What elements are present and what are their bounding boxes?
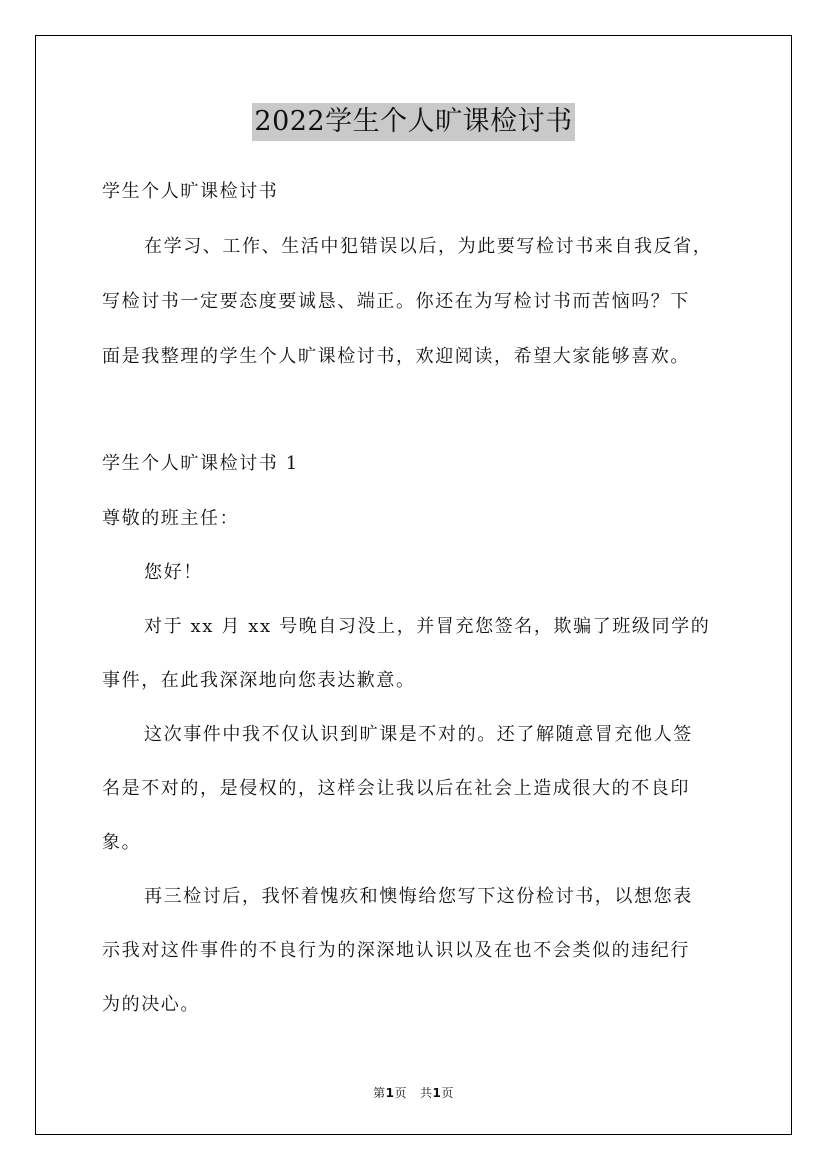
paragraph-3-line-1: 再三检讨后，我怀着愧疚和懊悔给您写下这份检讨书，以想您表 <box>144 886 693 907</box>
page-prefix: 第 <box>373 1086 386 1100</box>
intro-line-1: 在学习、工作、生活中犯错误以后，为此要写检讨书来自我反省， <box>144 236 713 257</box>
total-suffix: 页 <box>441 1086 454 1100</box>
paragraph-2-line-3: 象。 <box>102 832 142 853</box>
intro-line-3: 面是我整理的学生个人旷课检讨书，欢迎阅读，希望大家能够喜欢。 <box>102 346 690 367</box>
intro-line-2: 写检讨书一定要态度要诚恳、端正。你还在为写检讨书而苦恼吗？下 <box>102 291 690 312</box>
page-suffix: 页 <box>394 1086 408 1100</box>
page-current: 1 <box>385 1086 395 1100</box>
document-title-text: 2022学生个人旷课检讨书 <box>252 103 574 141</box>
page-total: 1 <box>432 1086 442 1100</box>
total-prefix: 共 <box>419 1086 433 1100</box>
paragraph-1-line-1: 对于 xx 月 xx 号晚自习没上，并冒充您签名，欺骗了班级同学的 <box>144 616 711 637</box>
paragraph-3-line-3: 为的决心。 <box>102 994 200 1015</box>
paragraph-1-line-2: 事件，在此我深深地向您表达歉意。 <box>102 670 416 691</box>
document-subtitle: 学生个人旷课检讨书 <box>102 181 279 202</box>
page-footer <box>0 1085 827 1101</box>
document-title <box>0 103 827 141</box>
paragraph-3-line-2: 示我对这件事件的不良行为的深深地认识以及在也不会类似的违纪行 <box>102 940 690 961</box>
salutation: 尊敬的班主任： <box>102 508 240 529</box>
greeting: 您好！ <box>144 562 203 583</box>
section-heading: 学生个人旷课检讨书 1 <box>102 453 299 474</box>
paragraph-2-line-1: 这次事件中我不仅认识到旷课是不对的。还了解随意冒充他人签 <box>144 724 693 745</box>
paragraph-2-line-2: 名是不对的，是侵权的，这样会让我以后在社会上造成很大的不良印 <box>102 778 690 799</box>
